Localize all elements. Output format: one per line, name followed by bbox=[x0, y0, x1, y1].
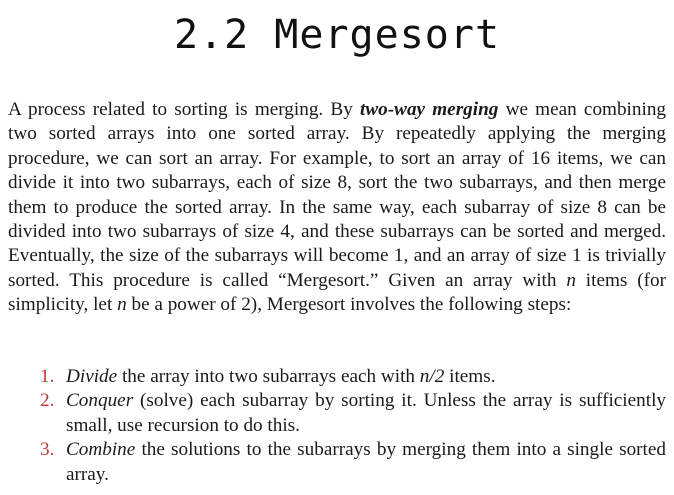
step-number: 2. bbox=[40, 390, 55, 412]
step-text-end: items. bbox=[444, 366, 496, 387]
step-combine bbox=[40, 438, 666, 487]
section-title: 2.2 Mergesort bbox=[173, 12, 501, 58]
step-keyword: Divide bbox=[66, 366, 118, 387]
math-variable-n: n bbox=[566, 269, 576, 291]
term-two-way-merging: two-way merging bbox=[360, 99, 499, 120]
step-text: the array into two subarrays each with bbox=[117, 366, 420, 387]
intro-paragraph bbox=[8, 98, 666, 318]
step-conquer bbox=[40, 389, 666, 438]
paragraph-text-1: A process related to sorting is merging. By bbox=[8, 99, 361, 120]
step-divide bbox=[40, 365, 666, 389]
step-number: 1. bbox=[40, 366, 55, 387]
paragraph-text-2: we mean combining two sorted arrays into one sorted array. By repeatedly applying the merging procedure, we can sort an array. For example, to sort an array of 16 items, we can divide it into two subarrays, each of size 8, sort the two subarrays, and then merge them to produce the sorted array. In the same way, each subarray of size 8 can be divided into two subarrays of size 4, and these subarrays can be sorted and merged. Eventually, the size of the subarrays will become 1, and an array of size 1 is trivially sorted. This procedure is called “Mergesort.” Given an array with bbox=[8, 99, 667, 291]
step-number: 3. bbox=[40, 439, 55, 461]
paragraph-text-3: items (for simplicity, let bbox=[8, 269, 666, 316]
step-keyword: Combine bbox=[66, 439, 136, 461]
step-text: (solve) each subarray by sorting it. Unless the array is sufficiently small, use recursion to do this. bbox=[66, 390, 666, 436]
step-text: the solutions to the subarrays by merging them into a single sorted array. bbox=[66, 439, 666, 485]
step-keyword: Conquer bbox=[66, 390, 134, 412]
steps-list bbox=[40, 365, 666, 487]
math-variable-n: n bbox=[117, 294, 127, 316]
paragraph-text-4: be a power of 2), Mergesort involves the following steps: bbox=[126, 294, 572, 316]
math-n-over-2: n/2 bbox=[419, 366, 445, 387]
